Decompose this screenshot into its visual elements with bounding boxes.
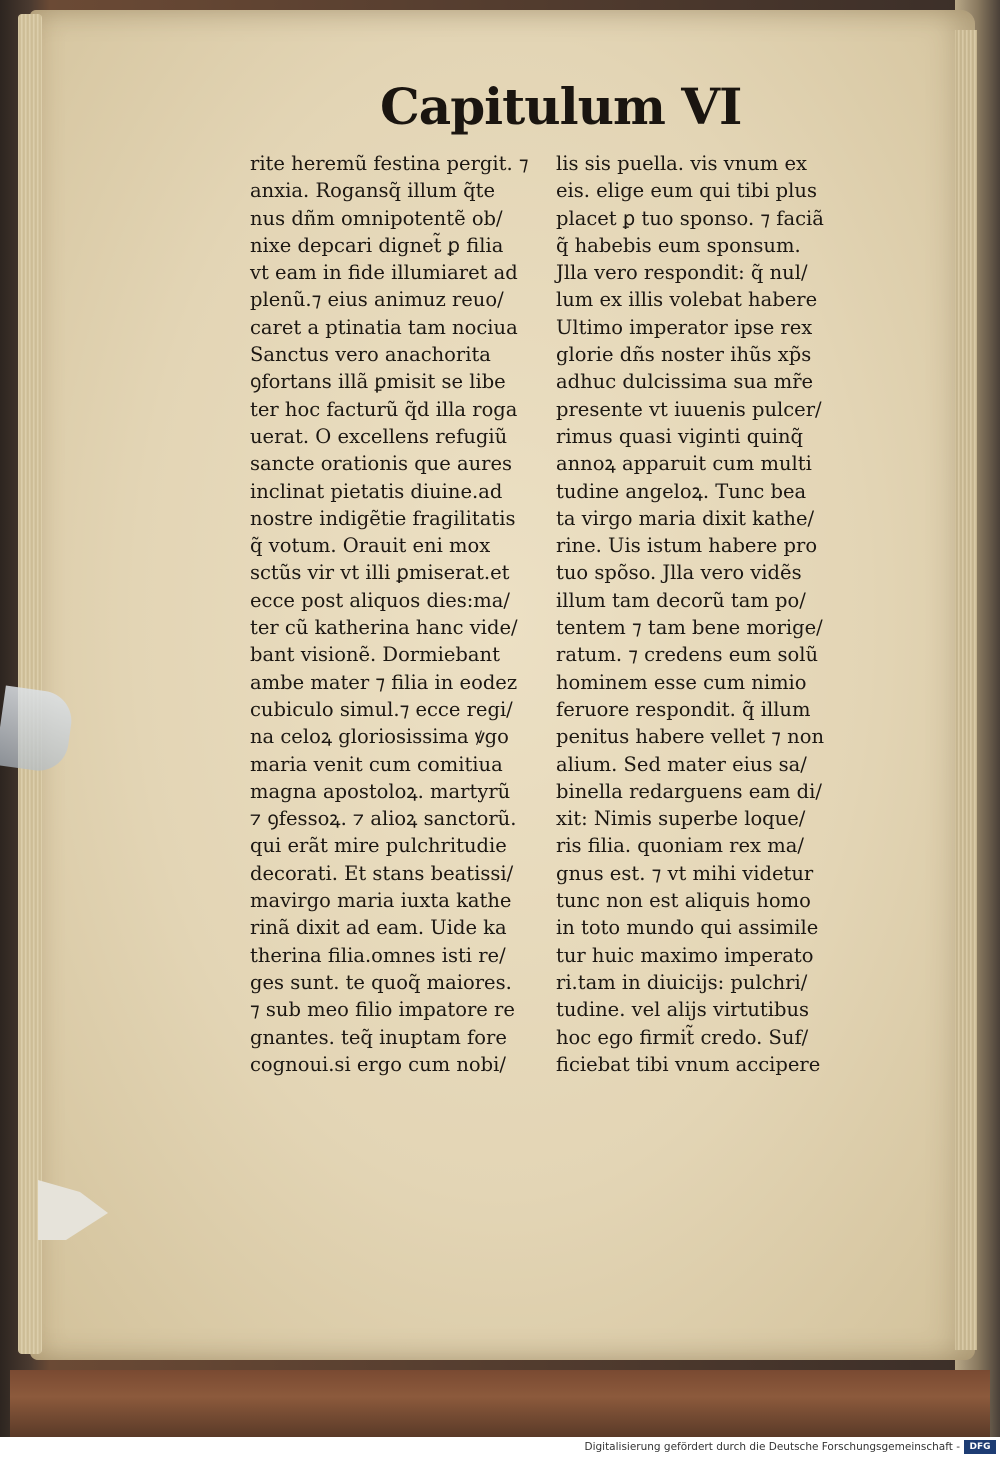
text-line: feruore respondit. q̃ illum bbox=[556, 697, 811, 721]
text-line: therina filia.omnes isti re/ bbox=[250, 943, 506, 967]
page-title: Capitulum VI bbox=[380, 77, 742, 136]
text-line: nus dñm omnipotentẽ ob/ bbox=[250, 206, 503, 230]
text-line: ꝯfortans illã ꝑmisit se libe bbox=[250, 370, 506, 394]
text-line: na celoꝝ gloriosissima ꝟgo bbox=[250, 725, 509, 749]
text-line: Ultimo imperator ipse rex bbox=[556, 315, 813, 339]
text-line: ecce post aliquos dies:ma/ bbox=[250, 588, 510, 612]
text-line: mavirgo maria iuxta kathe bbox=[250, 889, 512, 913]
text-line: hoc ego firmit̃ credo. Suf/ bbox=[556, 1025, 809, 1049]
page-stack-right bbox=[955, 30, 977, 1350]
left-text-column bbox=[250, 150, 550, 1078]
text-line: lum ex illis volebat habere bbox=[556, 288, 818, 312]
text-line: caret a ptinatia tam nociua bbox=[250, 315, 518, 339]
text-line: ⁊ ꝯfessoꝝ. ⁊ alioꝝ sanctorũ. bbox=[250, 807, 517, 831]
text-line: cognoui.si ergo cum nobi/ bbox=[250, 1052, 506, 1076]
text-line: gnus est. ⁊ vt mihi videtur bbox=[556, 861, 814, 885]
text-line: tur huic maximo imperato bbox=[556, 943, 814, 967]
text-line: binella redarguens eam di/ bbox=[556, 779, 822, 803]
footer-credit: Digitalisierung gefördert durch die Deutsche Forschungsgemeinschaft - bbox=[584, 1441, 960, 1453]
text-line: in toto mundo qui assimile bbox=[556, 916, 819, 940]
text-line: adhuc dulcissima sua mr̃e bbox=[556, 370, 814, 394]
text-line: annoꝝ apparuit cum multi bbox=[556, 452, 812, 476]
text-line: rimus quasi viginti quinq̃ bbox=[556, 424, 804, 448]
text-line: nixe depcari dignet̃ ꝑ filia bbox=[250, 233, 504, 257]
page-stack-left bbox=[18, 14, 42, 1354]
text-line: tuo spõso. Jlla vero vidẽs bbox=[556, 561, 802, 585]
text-line: lis sis puella. vis vnum ex bbox=[556, 152, 808, 175]
text-line: tudine. vel alijs virtutibus bbox=[556, 998, 810, 1022]
text-line: anxia. Rogansq̃ illum q̃te bbox=[250, 179, 496, 203]
text-line: ⁊ sub meo filio impatore re bbox=[250, 998, 515, 1022]
text-line: q̃ votum. Orauit eni mox bbox=[250, 534, 491, 558]
book-cover-bottom-edge bbox=[10, 1370, 990, 1437]
text-line: presente vt iuuenis pulcer/ bbox=[556, 397, 822, 421]
text-line: illum tam decorũ tam po/ bbox=[556, 588, 806, 612]
text-line: cubiculo simul.⁊ ecce regi/ bbox=[250, 697, 513, 721]
text-line: alium. Sed mater eius sa/ bbox=[556, 752, 807, 776]
text-line: rine. Uis istum habere pro bbox=[556, 534, 818, 558]
dfg-logo: DFG bbox=[964, 1440, 996, 1454]
text-line: magna apostoloꝝ. martyrũ bbox=[250, 779, 511, 803]
text-line: xit: Nimis superbe loque/ bbox=[556, 807, 806, 831]
text-line: bant visionẽ. Dormiebant bbox=[250, 643, 500, 667]
text-line: maria venit cum comitiua bbox=[250, 752, 503, 776]
text-line: qui erãt mire pulchritudie bbox=[250, 834, 507, 858]
text-line: sancte orationis que aures bbox=[250, 452, 513, 476]
text-line: hominem esse cum nimio bbox=[556, 670, 807, 694]
text-line: decorati. Et stans beatissi/ bbox=[250, 861, 514, 885]
text-line: ficiebat tibi vnum accipere bbox=[556, 1052, 821, 1076]
text-line: plenũ.⁊ eius animuz reuo/ bbox=[250, 288, 504, 312]
text-line: gnantes. teq̃ inuptam fore bbox=[250, 1025, 507, 1049]
text-line: ter hoc facturũ q̃d illa roga bbox=[250, 397, 518, 421]
footer-bar bbox=[0, 1437, 1000, 1457]
right-text-column bbox=[556, 150, 856, 1078]
text-line: rinã dixit ad eam. Uide ka bbox=[250, 916, 507, 940]
text-line: ri.tam in diuicijs: pulchri/ bbox=[556, 970, 808, 994]
text-line: ges sunt. te quoq̃ maiores. bbox=[250, 970, 512, 994]
text-line: uerat. O excellens refugiũ bbox=[250, 424, 508, 448]
text-line: inclinat pietatis diuine.ad bbox=[250, 479, 503, 503]
text-line: tudine angeloꝝ. Tunc bea bbox=[556, 479, 807, 503]
text-line: tentem ⁊ tam bene morige/ bbox=[556, 616, 823, 640]
text-line: ta virgo maria dixit kathe/ bbox=[556, 506, 815, 530]
text-line: Jlla vero respondit: q̃ nul/ bbox=[556, 261, 808, 285]
text-line: ris filia. quoniam rex ma/ bbox=[556, 834, 804, 858]
text-line: penitus habere vellet ⁊ non bbox=[556, 725, 825, 749]
text-line: tunc non est aliquis homo bbox=[556, 889, 811, 913]
text-line: vt eam in fide illumiaret ad bbox=[250, 261, 518, 285]
text-line: rite heremũ festina pergit. ⁊ bbox=[250, 152, 529, 175]
text-line: sctũs vir vt illi ꝑmiserat.et bbox=[250, 561, 510, 585]
text-line: nostre indigẽtie fragilitatis bbox=[250, 506, 516, 530]
text-line: Sanctus vero anachorita bbox=[250, 343, 491, 367]
text-line: ratum. ⁊ credens eum solũ bbox=[556, 643, 819, 667]
text-line: q̃ habebis eum sponsum. bbox=[556, 233, 801, 257]
text-line: placet ꝑ tuo sponso. ⁊ faciã bbox=[556, 206, 824, 230]
text-line: eis. elige eum qui tibi plus bbox=[556, 179, 817, 203]
text-line: glorie dñs noster ihũs xp̃s bbox=[556, 343, 812, 367]
text-line: ambe mater ⁊ filia in eodez bbox=[250, 670, 518, 694]
text-line: ter cũ katherina hanc vide/ bbox=[250, 616, 518, 640]
